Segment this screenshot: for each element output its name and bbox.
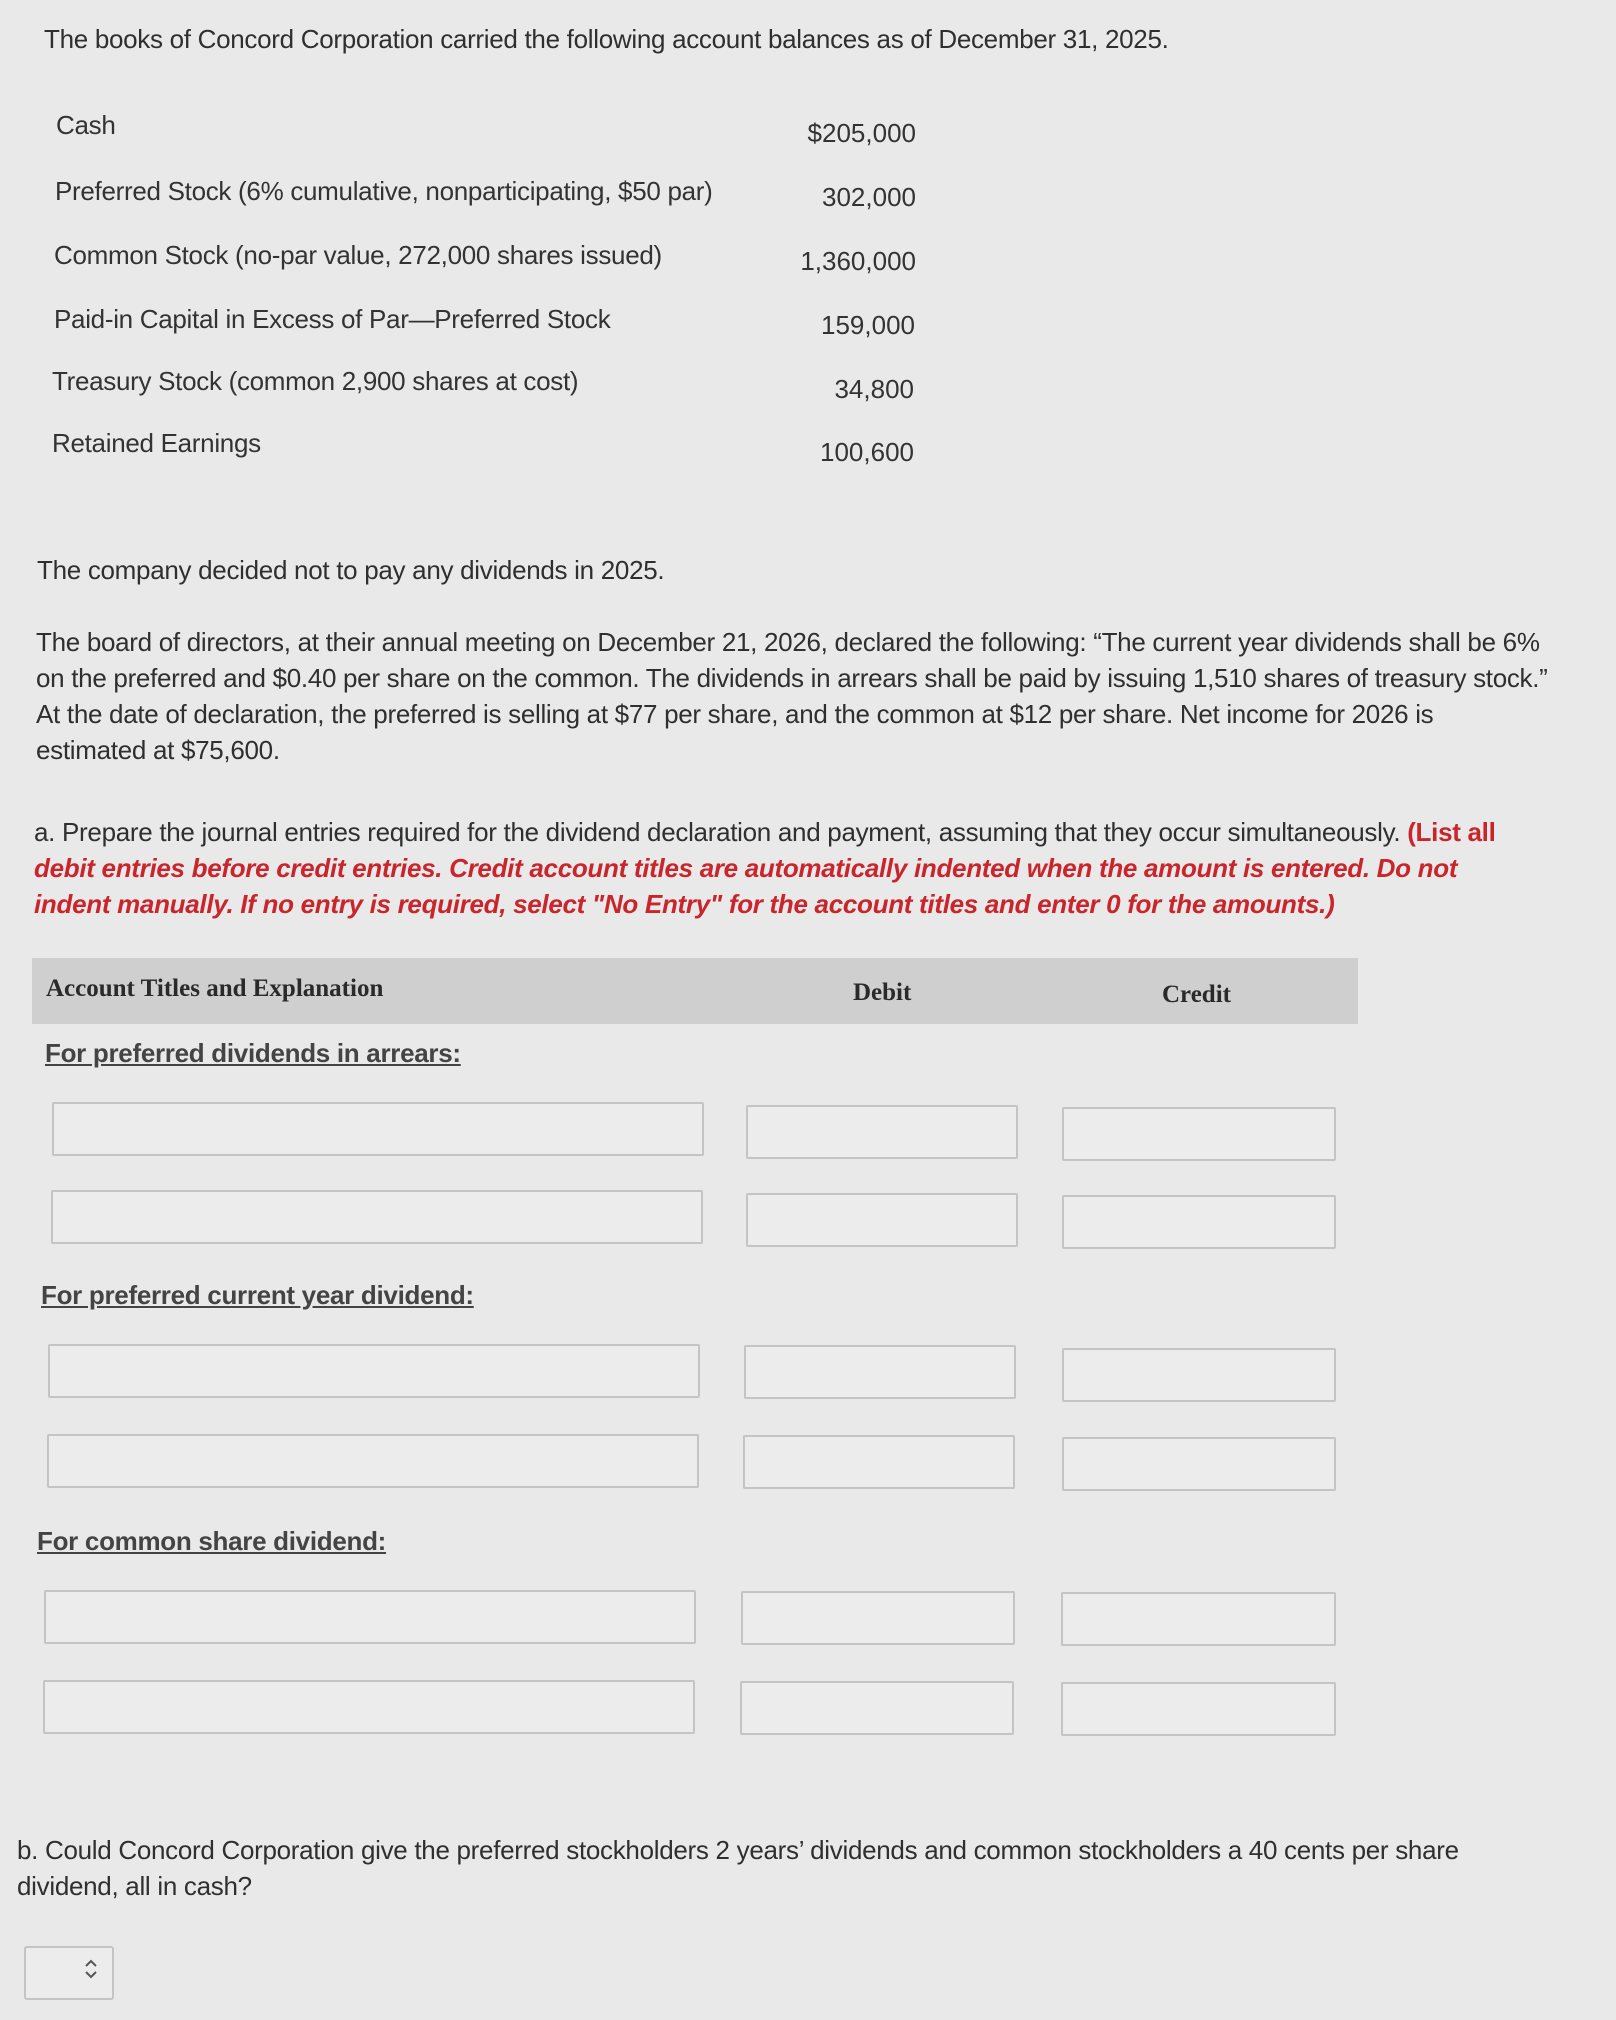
balance-amount-common-stock: 1,360,000 <box>800 246 916 276</box>
balance-amount-cash: $205,000 <box>807 118 916 148</box>
credit-input[interactable] <box>1061 1682 1336 1736</box>
column-header-credit: Credit <box>1162 981 1231 1008</box>
section-preferred-arrears: For preferred dividends in arrears: <box>45 1038 461 1068</box>
section-common-dividend: For common share dividend: <box>37 1526 387 1556</box>
balance-amount-treasury-stock: 34,800 <box>834 374 914 404</box>
question-a-instruction: (List all <box>1407 817 1496 847</box>
question-b-line: dividend, all in cash? <box>17 1871 252 1901</box>
balance-label-preferred-stock: Preferred Stock (6% cumulative, nonparticipating, $50 par) <box>55 176 713 206</box>
board-declaration-line: estimated at $75,600. <box>36 735 280 765</box>
board-declaration-line: on the preferred and $0.40 per share on the common. The dividends in arrears shall be paid by issuing 1,510 shares of treasury stock.” <box>36 663 1548 693</box>
no-dividends-text: The company decided not to pay any dividends in 2025. <box>37 555 665 585</box>
question-a-instruction: indent manually. If no entry is required, select "No Entry" for the account titles and enter 0 for the amounts.) <box>34 889 1335 919</box>
debit-input[interactable] <box>740 1681 1014 1735</box>
board-declaration-line: At the date of declaration, the preferred is selling at $77 per share, and the common at $12 per share. Net income for 2026 is <box>36 699 1434 729</box>
account-title-input[interactable] <box>52 1102 704 1156</box>
intro-text: The books of Concord Corporation carried the following account balances as of December 31, 2025. <box>44 24 1169 54</box>
column-header-debit: Debit <box>853 979 912 1006</box>
board-declaration-line: The board of directors, at their annual meeting on December 21, 2026, declared the following: “The current year dividends shall be 6% <box>36 627 1540 657</box>
debit-input[interactable] <box>746 1193 1018 1247</box>
question-b <box>17 1832 1607 1904</box>
question-a <box>34 814 1604 922</box>
account-title-input[interactable] <box>44 1590 696 1644</box>
balance-amount-preferred-stock: 302,000 <box>822 182 916 212</box>
credit-input[interactable] <box>1061 1592 1336 1646</box>
debit-input[interactable] <box>741 1591 1015 1645</box>
balance-amount-retained-earnings: 100,600 <box>820 437 914 467</box>
balance-label-paid-in-capital: Paid-in Capital in Excess of Par—Preferred Stock <box>54 304 611 334</box>
question-a-prefix: a. Prepare the journal entries required for the dividend declaration and payment, assuming that they occur simultaneously. <box>34 817 1408 847</box>
credit-input[interactable] <box>1062 1107 1336 1161</box>
account-title-input[interactable] <box>47 1434 699 1488</box>
question-b-line: b. Could Concord Corporation give the preferred stockholders 2 years’ dividends and common stockholders a 40 cents per share <box>17 1835 1459 1865</box>
account-title-input[interactable] <box>48 1344 700 1398</box>
debit-input[interactable] <box>743 1435 1015 1489</box>
balance-label-retained-earnings: Retained Earnings <box>52 428 261 458</box>
balance-label-cash: Cash <box>56 110 116 140</box>
credit-input[interactable] <box>1062 1437 1336 1491</box>
debit-input[interactable] <box>746 1105 1018 1159</box>
question-a-instruction: debit entries before credit entries. Credit account titles are automatically indented when the amount is entered. Do not <box>34 853 1458 883</box>
answer-b-select[interactable] <box>24 1946 114 2000</box>
credit-input[interactable] <box>1062 1195 1336 1249</box>
up-down-chevron-icon <box>84 1958 98 1986</box>
credit-input[interactable] <box>1062 1348 1336 1402</box>
board-declaration-text <box>36 624 1606 768</box>
account-title-input[interactable] <box>51 1190 703 1244</box>
column-header-account: Account Titles and Explanation <box>46 975 384 1002</box>
balance-label-treasury-stock: Treasury Stock (common 2,900 shares at cost) <box>52 366 579 396</box>
debit-input[interactable] <box>744 1345 1016 1399</box>
balance-label-common-stock: Common Stock (no-par value, 272,000 shares issued) <box>54 240 662 270</box>
section-preferred-current: For preferred current year dividend: <box>41 1280 474 1310</box>
account-title-input[interactable] <box>43 1680 695 1734</box>
balance-amount-paid-in-capital: 159,000 <box>821 310 915 340</box>
